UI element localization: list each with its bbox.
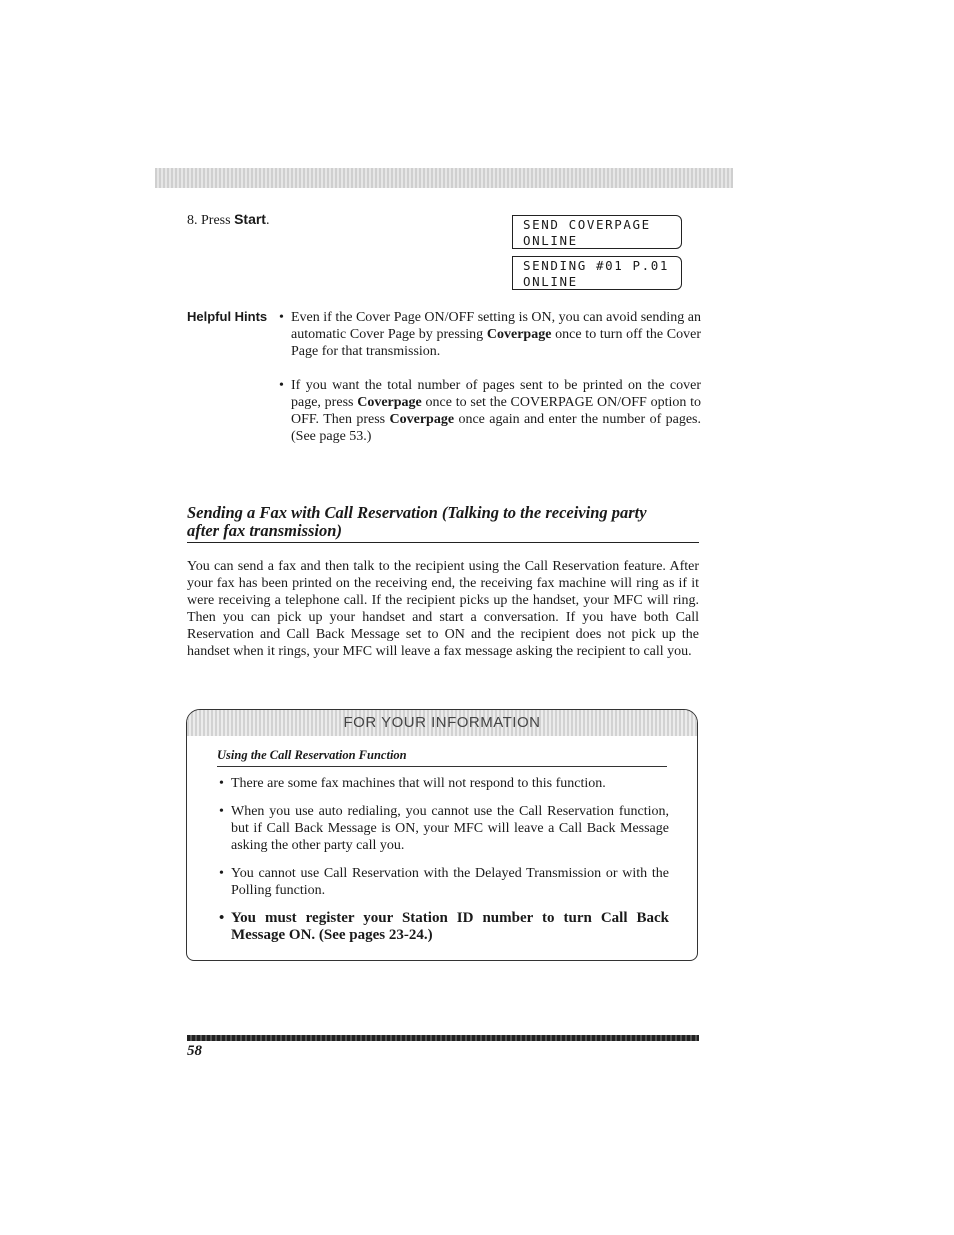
footer-rule xyxy=(187,1035,699,1041)
bullet-icon: • xyxy=(219,804,224,819)
info-box xyxy=(186,709,698,961)
header-band xyxy=(155,168,733,188)
section-body: You can send a fax and then talk to the recipient using the Call Reservation feature. After your fax has been printed on the receiving end, the receiving fax machine will ring as if it were receiving a telephone call. If the recipient picks up the handset, your MFC will ring. Then you can pick up your handset and start a conversation. If you have both Call Reservation and Call Back Message set to ON and the recipient does not pick up the handset when it rings, your MFC will leave a fax message asking the recipient to call you. xyxy=(187,559,699,659)
info-item: • There are some fax machines that will not respond to this function. xyxy=(219,776,606,791)
lcd-display-sending xyxy=(512,256,682,290)
helpful-hints-label: Helpful Hints xyxy=(187,309,268,324)
bullet-icon: • xyxy=(279,310,284,325)
section-title-rule xyxy=(187,542,699,543)
info-item-important: • You must register your Station ID number to turn Call Back Message ON. (See pages 23-24.) xyxy=(219,910,669,943)
bullet-icon: • xyxy=(279,378,284,393)
info-box-rule xyxy=(217,766,667,767)
coverpage-key-label: Coverpage xyxy=(486,327,552,342)
bullet-icon: • xyxy=(219,866,224,881)
hint-item-1: • Even if the Cover Page ON/OFF setting is ON, you can avoid sending an automatic Cover Page by pressing Coverpage once to turn off the Cover Page for that transmission. xyxy=(279,310,701,359)
info-item: • You cannot use Call Reservation with the Delayed Transmission or with the Polling function. xyxy=(219,866,669,898)
section-title-line-1: Sending a Fax with Call Reservation (Talking to the receiving party xyxy=(187,503,647,522)
step-8 xyxy=(187,211,269,229)
page-number: 58 xyxy=(187,1043,202,1059)
bullet-icon: • xyxy=(219,776,224,791)
coverpage-key-label: Coverpage xyxy=(357,395,422,410)
lcd-line-1: SENDING #01 P.01 xyxy=(523,258,670,273)
info-item: • When you use auto redialing, you cannot use the Call Reservation function, but if Call Back Message is ON, your MFC will leave a Call Back Message asking the other party call you. xyxy=(219,804,669,853)
section-title xyxy=(187,504,699,540)
start-key-label: Start xyxy=(234,211,266,227)
info-box-subtitle: Using the Call Reservation Function xyxy=(217,748,407,762)
bullet-icon: • xyxy=(219,910,225,926)
lcd-display-send-coverpage xyxy=(512,215,682,249)
lcd-line-2: ONLINE xyxy=(523,274,578,289)
info-box-title: FOR YOUR INFORMATION xyxy=(343,714,541,731)
step-number: 8. xyxy=(187,213,198,228)
hint-item-2: • If you want the total number of pages sent to be printed on the cover page, press Coverpage once to set the COVERPAGE ON/OFF option to OFF. Then press Coverpage once again and enter the number of pages. (See page 53.) xyxy=(279,378,702,444)
step-text: Press xyxy=(201,213,231,228)
lcd-line-2: ONLINE xyxy=(523,233,578,248)
step-end: . xyxy=(265,213,270,228)
section-title-line-2: after fax transmission) xyxy=(187,521,342,540)
lcd-line-1: SEND COVERPAGE xyxy=(523,217,651,232)
coverpage-key-label: Coverpage xyxy=(389,412,455,427)
